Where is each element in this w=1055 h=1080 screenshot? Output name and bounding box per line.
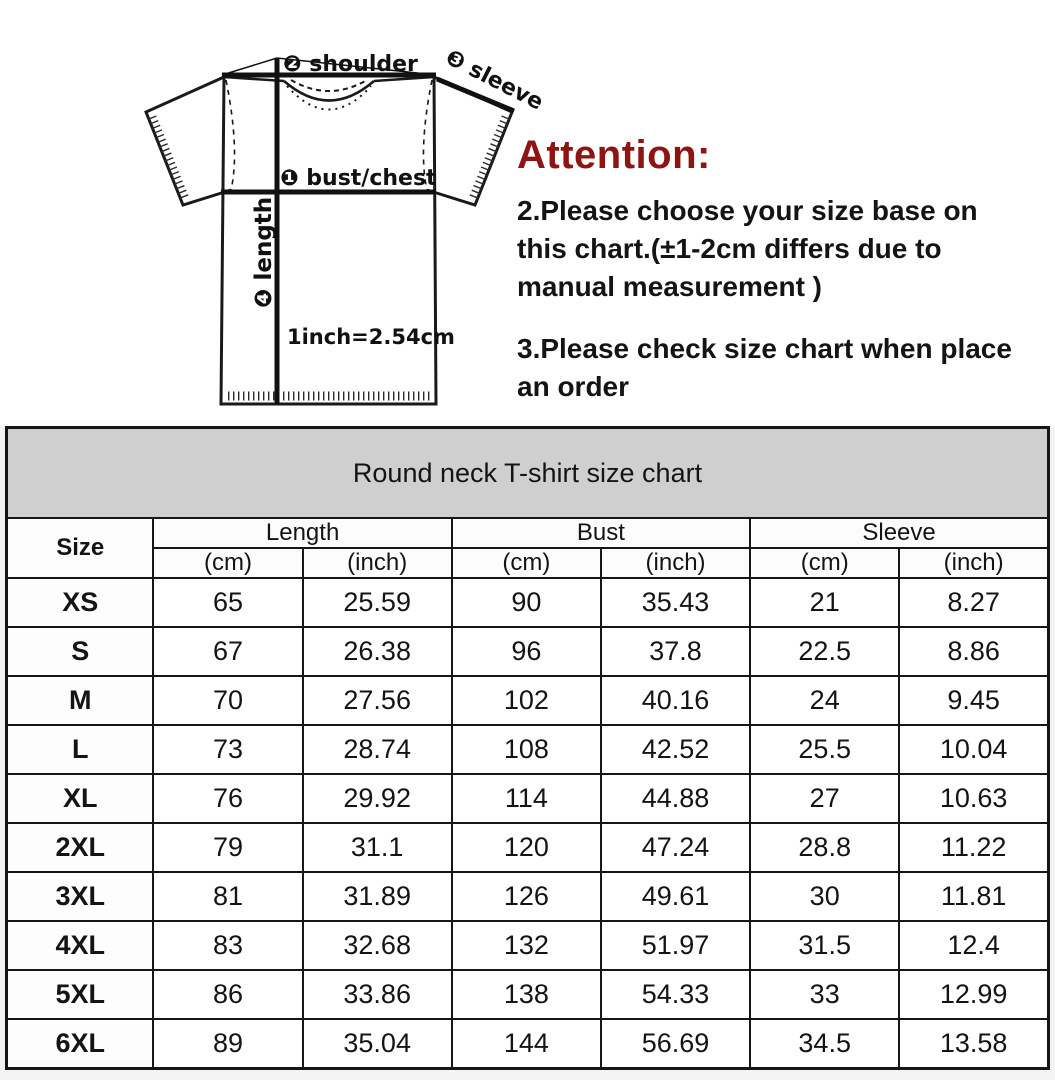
bust-cm-cell: 138 — [452, 970, 601, 1019]
size-cell: 5XL — [7, 970, 154, 1019]
shoulder-label: ❷ shoulder — [283, 52, 418, 77]
bust-inch-cell: 44.88 — [601, 774, 750, 823]
sleeve-cm-cell: 31.5 — [750, 921, 899, 970]
length-inch-cell: 31.89 — [303, 872, 452, 921]
length-inch-cell: 32.68 — [303, 921, 452, 970]
unit-header-cm: (cm) — [750, 548, 899, 578]
bust-cm-cell: 120 — [452, 823, 601, 872]
collar-stitch-dotted — [287, 86, 371, 110]
bust-inch-cell: 37.8 — [601, 627, 750, 676]
bust-cm-cell: 126 — [452, 872, 601, 921]
sleeve-cm-cell: 21 — [750, 578, 899, 627]
table-row-s — [7, 627, 1049, 676]
attention-heading: Attention: — [517, 133, 711, 177]
sleeve-inch-cell: 8.27 — [899, 578, 1048, 627]
bust-cm-cell: 108 — [452, 725, 601, 774]
left-cuff-stitch-band — [152, 117, 185, 199]
table-row-3xl — [7, 872, 1049, 921]
unit-header-inch: (inch) — [899, 548, 1048, 578]
left-sleeve-outline — [146, 77, 231, 205]
shoulder-guide-left — [222, 58, 277, 75]
length-cm-cell: 70 — [153, 676, 302, 725]
tshirt-measurement-diagram — [0, 0, 560, 426]
size-cell: XL — [7, 774, 154, 823]
attention-note-2-line: manual measurement ) — [517, 271, 822, 303]
bust-label: ❶ bust/chest — [280, 166, 437, 191]
sleeve-inch-cell: 9.45 — [899, 676, 1048, 725]
right-shoulder-edge — [374, 77, 434, 81]
table-title-row — [7, 428, 1049, 519]
attention-note-3-line: an order — [517, 371, 630, 403]
sleeve-inch-cell: 12.99 — [899, 970, 1048, 1019]
attention-note-2-line: 2.Please choose your size base on — [517, 195, 978, 226]
length-label: ❹ length — [251, 196, 277, 308]
length-inch-cell: 35.04 — [303, 1019, 452, 1069]
sleeve-inch-cell: 11.22 — [899, 823, 1048, 872]
length-cm-cell: 65 — [153, 578, 302, 627]
bust-inch-cell: 51.97 — [601, 921, 750, 970]
sleeve-inch-cell: 10.63 — [899, 774, 1048, 823]
table-row-6xl — [7, 1019, 1049, 1069]
bust-inch-cell: 35.43 — [601, 578, 750, 627]
sleeve-cm-cell: 22.5 — [750, 627, 899, 676]
length-cm-cell: 89 — [153, 1019, 302, 1069]
bust-inch-cell: 49.61 — [601, 872, 750, 921]
length-cm-cell: 73 — [153, 725, 302, 774]
length-cm-cell: 86 — [153, 970, 302, 1019]
bust-inch-cell: 54.33 — [601, 970, 750, 1019]
length-inch-cell: 26.38 — [303, 627, 452, 676]
sleeve-cm-cell: 24 — [750, 676, 899, 725]
size-cell: XS — [7, 578, 154, 627]
table-row-4xl — [7, 921, 1049, 970]
size-chart-title: Round neck T-shirt size chart — [7, 428, 1049, 519]
bust-inch-cell: 47.24 — [601, 823, 750, 872]
size-cell: 4XL — [7, 921, 154, 970]
sleeve-cm-cell: 33 — [750, 970, 899, 1019]
attention-block — [517, 133, 1037, 406]
column-group-bust: Bust — [452, 518, 750, 548]
bust-cm-cell: 144 — [452, 1019, 601, 1069]
size-column-header: Size — [7, 518, 154, 578]
length-inch-cell: 28.74 — [303, 725, 452, 774]
column-group-header-row — [7, 518, 1049, 548]
size-cell: 2XL — [7, 823, 154, 872]
table-row-xs — [7, 578, 1049, 627]
sleeve-cm-cell: 25.5 — [750, 725, 899, 774]
bust-inch-cell: 42.52 — [601, 725, 750, 774]
sleeve-cm-cell: 27 — [750, 774, 899, 823]
unit-header-inch: (inch) — [601, 548, 750, 578]
unit-header-row — [7, 548, 1049, 578]
right-cuff-stitch-band — [473, 117, 506, 199]
size-cell: L — [7, 725, 154, 774]
unit-header-inch: (inch) — [303, 548, 452, 578]
length-cm-cell: 81 — [153, 872, 302, 921]
length-inch-cell: 27.56 — [303, 676, 452, 725]
inch-conversion-note: 1inch=2.54cm — [287, 325, 455, 349]
collar-seam-dashed — [291, 80, 367, 91]
size-cell: 6XL — [7, 1019, 154, 1069]
bust-cm-cell: 102 — [452, 676, 601, 725]
column-group-length: Length — [153, 518, 451, 548]
left-armhole-seam — [226, 80, 235, 190]
length-cm-cell: 79 — [153, 823, 302, 872]
sleeve-cm-cell: 30 — [750, 872, 899, 921]
length-cm-cell: 67 — [153, 627, 302, 676]
size-chart-section — [0, 426, 1055, 1080]
bust-cm-cell: 96 — [452, 627, 601, 676]
unit-header-cm: (cm) — [153, 548, 302, 578]
length-cm-cell: 83 — [153, 921, 302, 970]
size-cell: 3XL — [7, 872, 154, 921]
table-row-5xl — [7, 970, 1049, 1019]
length-cm-cell: 76 — [153, 774, 302, 823]
bust-cm-cell: 114 — [452, 774, 601, 823]
length-inch-cell: 25.59 — [303, 578, 452, 627]
attention-note-3-line: 3.Please check size chart when place — [517, 333, 1012, 365]
table-row-xl — [7, 774, 1049, 823]
attention-note-3 — [517, 330, 1037, 406]
attention-note-2-line: this chart.(±1-2cm differs due to — [517, 233, 942, 265]
bust-inch-cell: 56.69 — [601, 1019, 750, 1069]
table-row-l — [7, 725, 1049, 774]
sleeve-cm-cell: 34.5 — [750, 1019, 899, 1069]
table-row-2xl — [7, 823, 1049, 872]
sleeve-cm-cell: 28.8 — [750, 823, 899, 872]
sleeve-inch-cell: 10.04 — [899, 725, 1048, 774]
column-group-sleeve: Sleeve — [750, 518, 1048, 548]
length-inch-cell: 31.1 — [303, 823, 452, 872]
size-chart-table — [5, 426, 1050, 1070]
sleeve-inch-cell: 12.4 — [899, 921, 1048, 970]
top-section — [0, 0, 1055, 426]
bust-cm-cell: 132 — [452, 921, 601, 970]
size-cell: S — [7, 627, 154, 676]
bust-cm-cell: 90 — [452, 578, 601, 627]
length-inch-cell: 33.86 — [303, 970, 452, 1019]
sleeve-inch-cell: 8.86 — [899, 627, 1048, 676]
attention-note-2 — [517, 192, 1037, 306]
sleeve-inch-cell: 13.58 — [899, 1019, 1048, 1069]
sleeve-inch-cell: 11.81 — [899, 872, 1048, 921]
bust-inch-cell: 40.16 — [601, 676, 750, 725]
sleeve-label: ❸ sleeve — [441, 45, 548, 116]
unit-header-cm: (cm) — [452, 548, 601, 578]
table-row-m — [7, 676, 1049, 725]
size-cell: M — [7, 676, 154, 725]
length-inch-cell: 29.92 — [303, 774, 452, 823]
